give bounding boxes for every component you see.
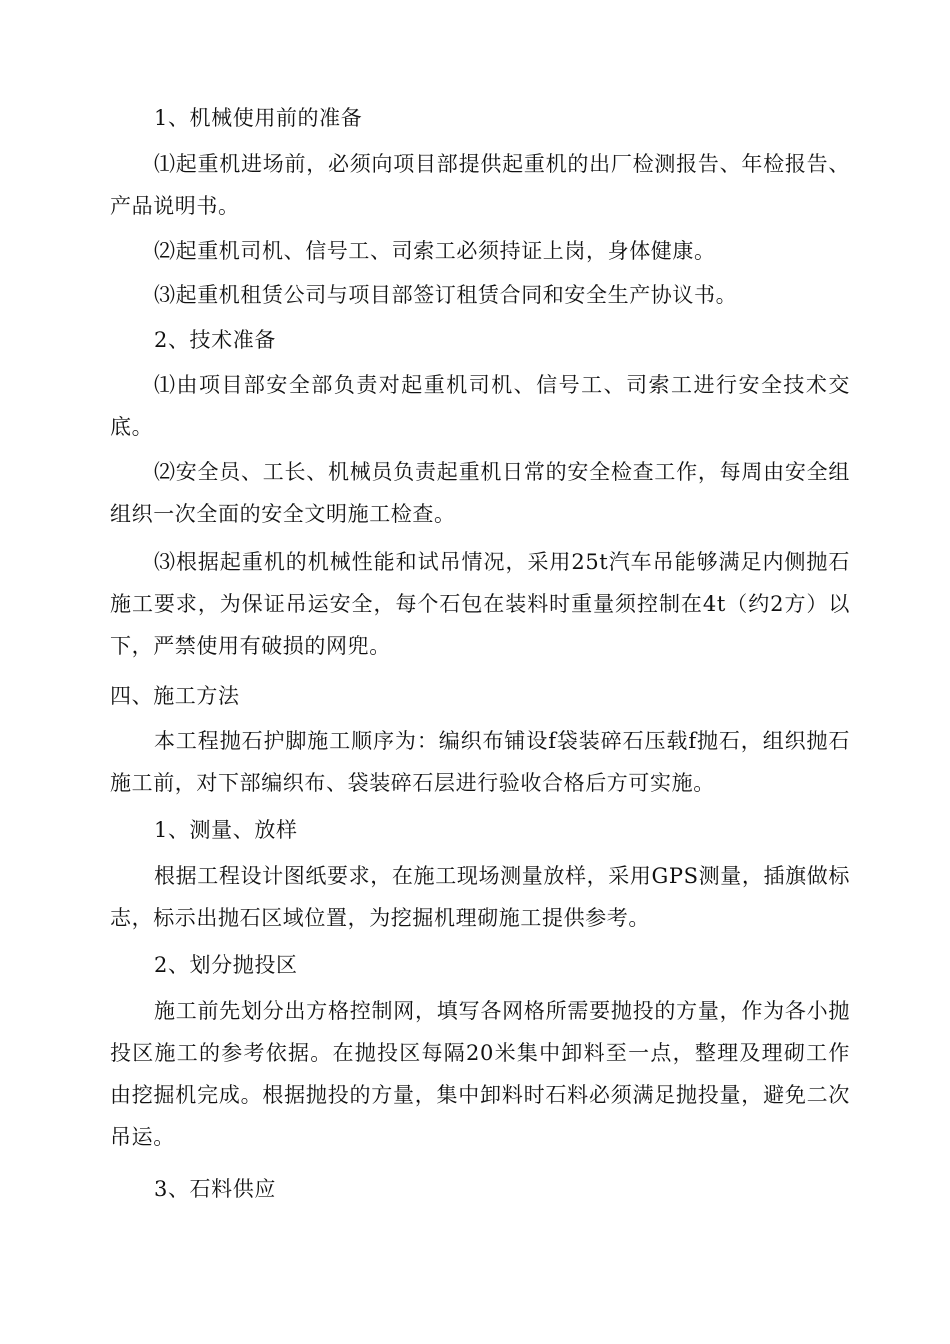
paragraph-construction-sequence: 本工程抛石护脚施工顺序为：编织布铺设f袋装碎石压载f抛石，组织抛石施工前，对下部编织布、袋装碎石层进行验收合格后方可实施。 — [110, 729, 850, 795]
chapter-heading-construction-method: 四、施工方法 — [110, 684, 240, 708]
paragraph-crane-capacity: ⑶根据起重机的机械性能和试吊情况，采用25t汽车吊能够满足内侧抛石施工要求，为保证吊运安全，每个石包在装料时重量须控制在4t（约2方）以下，严禁使用有破损的网兜。 — [110, 550, 850, 658]
paragraph-crane-documents: ⑴起重机进场前，必须向项目部提供起重机的出厂检测报告、年检报告、产品说明书。 — [110, 152, 850, 218]
section-heading-survey-layout: 1、测量、放样 — [154, 818, 298, 842]
paragraph-lease-contract: ⑶起重机租赁公司与项目部签订租赁合同和安全生产协议书。 — [154, 283, 738, 307]
section-heading-stone-supply: 3、石料供应 — [154, 1177, 276, 1201]
paragraph-daily-inspection: ⑵安全员、工长、机械员负责起重机日常的安全检查工作，每周由安全组组织一次全面的安全文明施工检查。 — [110, 460, 850, 526]
paragraph-certified-personnel: ⑵起重机司机、信号工、司索工必须持证上岗，身体健康。 — [154, 239, 716, 263]
paragraph-safety-briefing: ⑴由项目部安全部负责对起重机司机、信号工、司索工进行安全技术交底。 — [110, 373, 850, 439]
section-heading-machine-preparation: 1、机械使用前的准备 — [154, 106, 363, 130]
section-heading-dump-zones: 2、划分抛投区 — [154, 953, 298, 977]
paragraph-survey-method: 根据工程设计图纸要求，在施工现场测量放样，采用GPS测量，插旗做标志，标示出抛石区域位置，为挖掘机理砌施工提供参考。 — [110, 864, 850, 930]
paragraph-grid-control: 施工前先划分出方格控制网，填写各网格所需要抛投的方量，作为各小抛投区施工的参考依据。在抛投区每隔20米集中卸料至一点，整理及理砌工作由挖掘机完成。根据抛投的方量，集中卸料时石料必须满足抛投量，避免二次吊运。 — [110, 999, 850, 1149]
section-heading-technical-preparation: 2、技术准备 — [154, 328, 276, 352]
